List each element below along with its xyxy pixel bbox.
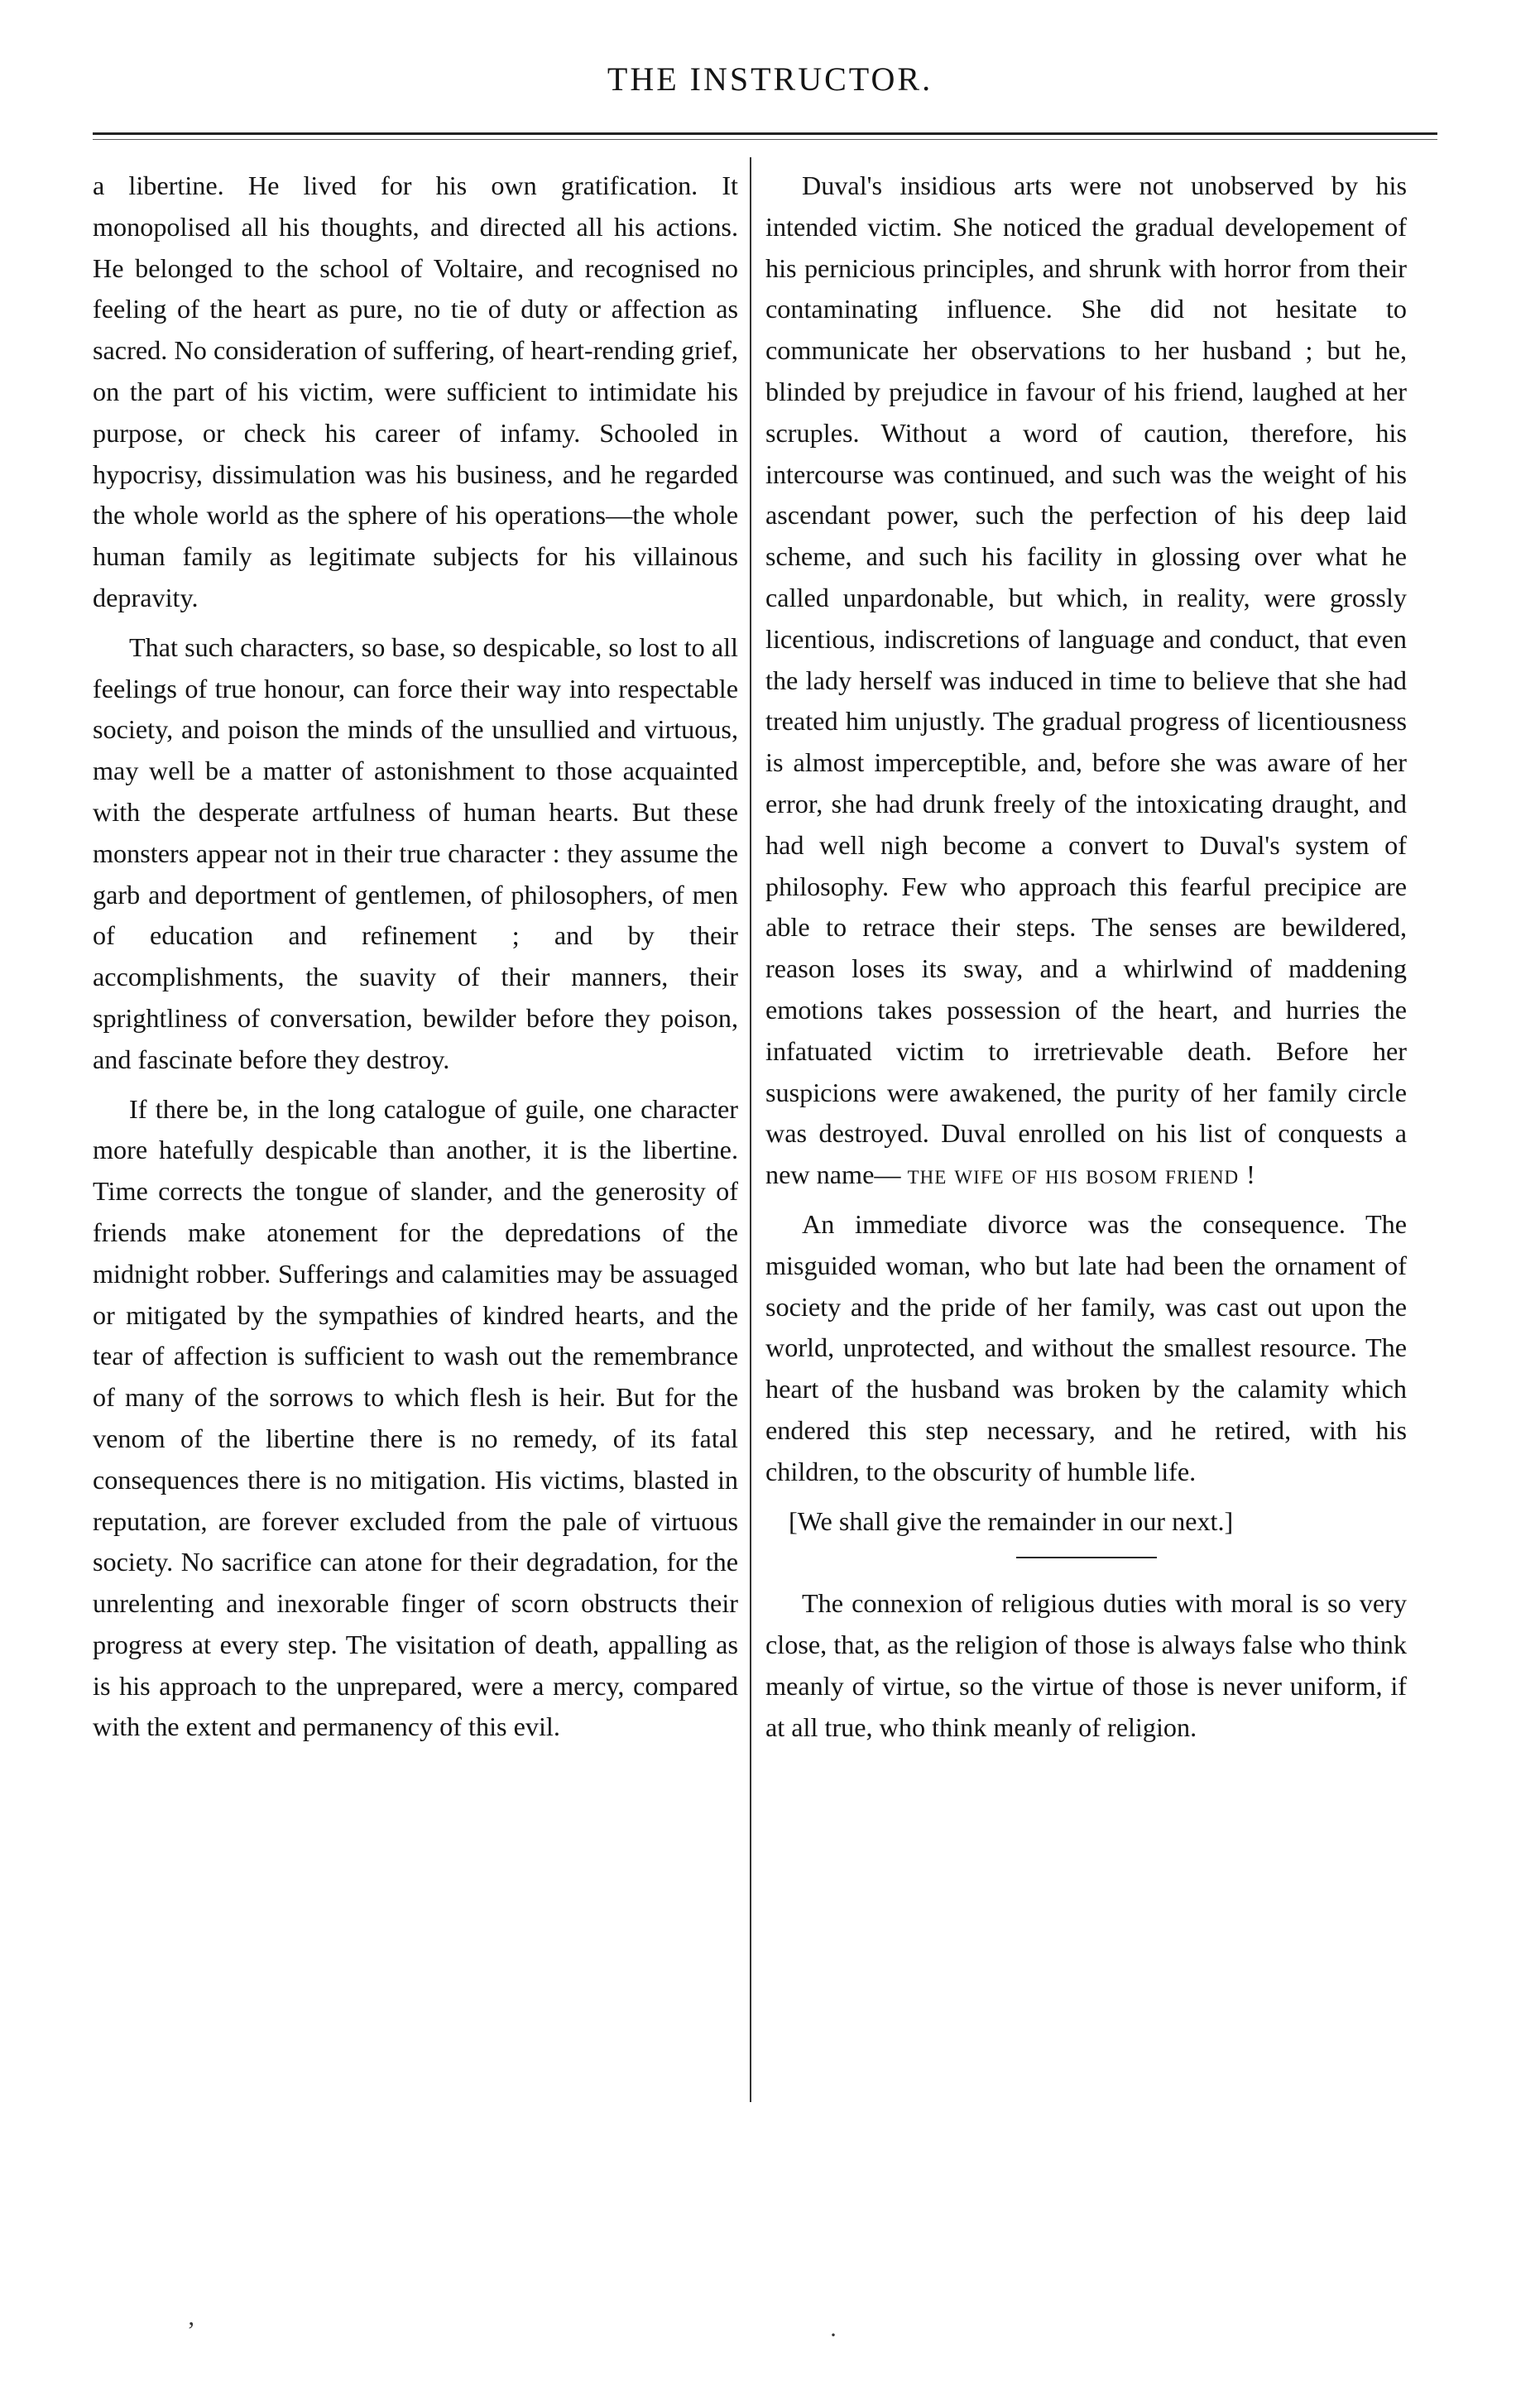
- left-paragraph-2: That such characters, so base, so despicable, so lost to all feelings of true honour, can force their way into respectable society, and poison the minds of the unsullied and virtuous, may well be a matter of astonishment to those acquainted with the desperate artfulness of human hearts. But these monsters appear not in their true character : they assume the garb and deportment of gentlemen, of philosophers, of men of education and refinement ; and by their accomplishments, the suavity of their manners, their sprightliness of conversation, bewilder before they poison, and fascinate before they destroy.: [93, 631, 738, 1074]
- right-paragraph-1-smallcaps: the wife of his bosom friend !: [907, 1159, 1256, 1190]
- stray-dot: ·: [829, 2321, 837, 2349]
- right-paragraph-4: The connexion of religious duties with moral is so very close, that, as the religion of those is always false who think meanly of virtue, so the virtue of those is never uniform, if at all true, who think meanly of religion.: [765, 1588, 1407, 1742]
- right-paragraph-1-text: Duval's insidious arts were not unobserved by his intended victim. She noticed the gradual developement of his pernicious principles, and shrunk with horror from their contaminating influence. She did not hesitate to communicate her observations to her husband ; but he, blinded by prejudice in favour of his friend, laughed at her scruples. Without a word of caution, therefore, his intercourse was continued, and such was the weight of his ascendant power, such the perfection of his deep laid scheme, and such his facility in glossing over what he called unpardonable, but which, in reality, were grossly licentious, indiscretions of language and conduct, that even the lady herself was induced in time to believe that she had treated him unjustly. The gradual progress of licentiousness is almost imperceptible, and, before she was aware of her error, she had drunk freely of the intoxicating draught, and had well nigh become a convert to Duval's system of philosophy. Few who approach this fearful precipice are able to retrace their steps. The senses are bewildered, reason loses its sway, and a whirlwind of maddening emotions takes possession of the heart, and hurries the infatuated victim to irretrievable death. Before her suspicions were awakened, the purity of her family circle was destroyed. Duval enrolled on his list of conquests a new name—: [765, 170, 1407, 1190]
- left-paragraph-1: a libertine. He lived for his own gratification. It monopolised all his thoughts, and directed all his actions. He belonged to the school of Voltaire, and recognised no feeling of the heart as pure, no tie of duty or affection as sacred. No consideration of suffering, of heart-rending grief, on the part of his victim, were sufficient to intimidate his purpose, or check his career of infamy. Schooled in hypocrisy, dissimulation was his business, and he regarded the whole world as the sphere of his operations—the whole human family as legitimate subjects for his villainous depravity.: [93, 170, 738, 612]
- section-rule: [1016, 1557, 1157, 1558]
- running-head: THE INSTRUCTOR.: [607, 60, 933, 98]
- header-rule: [93, 132, 1437, 135]
- left-column: [93, 166, 738, 1756]
- column-divider: [750, 157, 751, 2102]
- right-paragraph-2: An immediate divorce was the consequence. The misguided woman, who but late had been the ornament of society and the pride of her family, was cast out upon the world, unprotected, and without the smallest resource. The heart of the husband was broken by the calamity which endered this step necessary, and he retired, with his children, to the obscurity of humble life.: [765, 1208, 1407, 1486]
- header-rule-thin: [93, 139, 1437, 140]
- stray-mark: ʼ: [187, 2317, 195, 2345]
- right-column: [765, 166, 1407, 1756]
- left-paragraph-3: If there be, in the long catalogue of guile, one character more hatefully despicable than another, it is the libertine. Time corrects the tongue of slander, and the generosity of friends make atonement for the depredations of the midnight robber. Sufferings and calamities may be assuaged or mitigated by the sympathies of kindred hearts, and the tear of affection is sufficient to wash out the remembrance of many of the sorrows to which flesh is heir. But for the venom of the libertine there is no remedy, of its fatal consequences there is no mitigation. His victims, blasted in reputation, are forever excluded from the pale of virtuous society. No sacrifice can atone for their degradation, for the unrelenting and inexorable finger of scorn obstructs their progress at every step. The visitation of death, appalling as is his approach to the unprepared, were a mercy, compared with the extent and permanency of this evil.: [93, 1093, 738, 1742]
- editorial-note: [We shall give the remainder in our next.]: [789, 1505, 1234, 1536]
- right-paragraph-1: [765, 166, 1407, 1196]
